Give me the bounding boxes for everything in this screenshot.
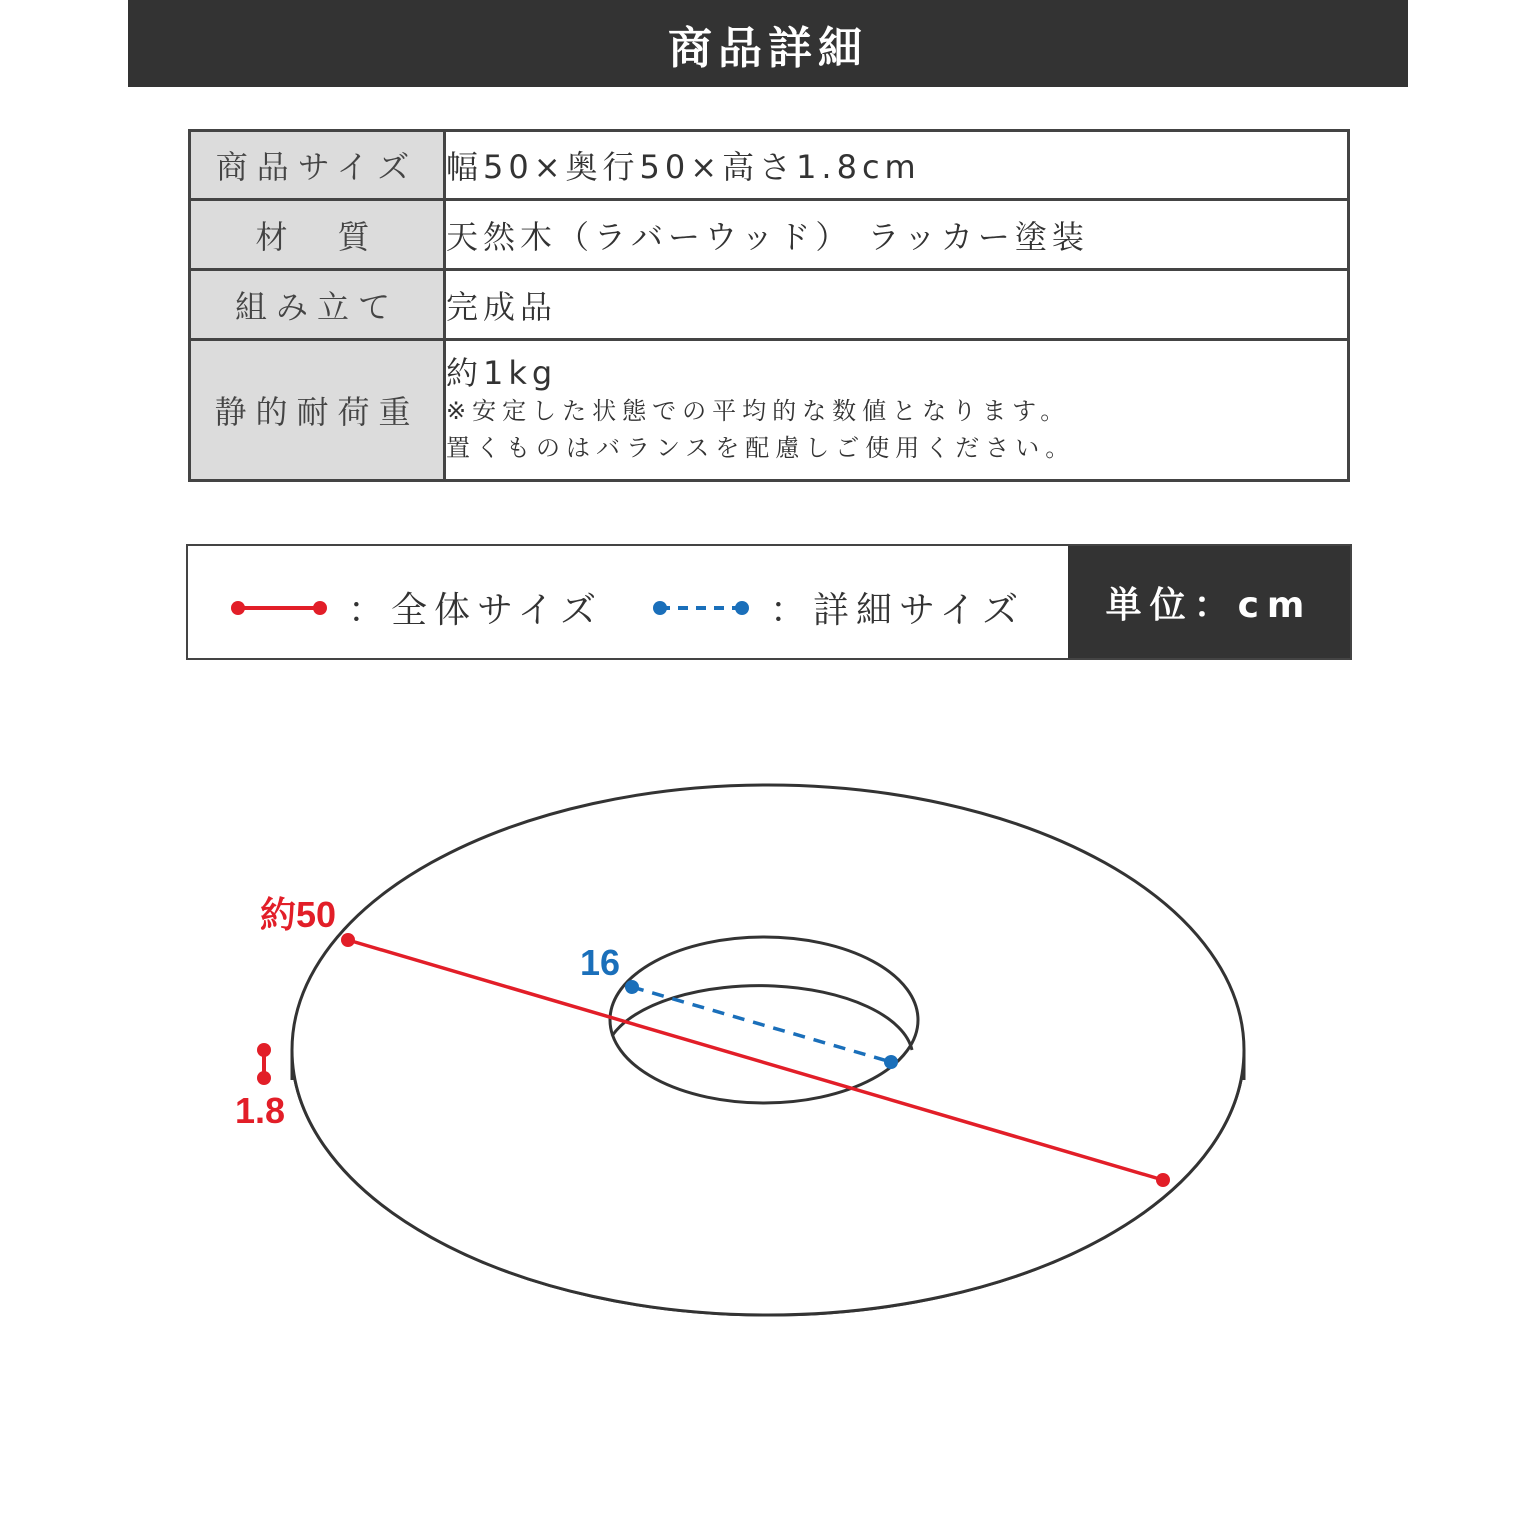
detail-size-line-icon — [652, 598, 752, 618]
page-title: 商品詳細 — [668, 22, 868, 74]
thickness-label: 1.8 — [235, 1090, 286, 1131]
legend-detail-label: ：詳細サイズ — [770, 590, 1026, 631]
center-hole — [610, 937, 918, 1103]
spec-value-material: 天然木（ラバーウッド） ラッカー塗装 — [445, 200, 1349, 270]
hole-label: 16 — [580, 942, 621, 983]
thickness-dimension-end — [257, 1071, 271, 1085]
dimension-legend — [186, 544, 1352, 660]
thickness-dimension-start — [257, 1043, 271, 1057]
spec-label-size: 商品サイズ — [190, 131, 445, 200]
table-row — [190, 340, 1349, 481]
overall-dimension-end — [1156, 1173, 1170, 1187]
hole-dimension-end — [884, 1055, 898, 1069]
spec-value-size: 幅50×奥行50×高さ1.8cm — [445, 131, 1349, 200]
diameter-label: 約50 — [260, 894, 337, 935]
unit-label: 単位：cm — [1105, 584, 1313, 626]
legend-items — [188, 546, 1068, 658]
load-note-2: 置くものはバランスを配慮しご使用ください。 — [446, 434, 1076, 462]
load-note-1: ※安定した状態での平均的な数値となります。 — [446, 397, 1071, 425]
legend-overall-label: ：全体サイズ — [348, 590, 604, 631]
page-title-bar — [128, 0, 1408, 87]
legend-detail — [652, 582, 1025, 633]
table-row — [190, 131, 1349, 200]
hole-dimension-start — [625, 980, 639, 994]
table-row — [190, 200, 1349, 270]
spec-label-material: 材 質 — [190, 200, 445, 270]
spec-value-load-cell — [445, 340, 1349, 481]
legend-overall — [230, 582, 603, 633]
spec-value-load: 約1kg — [446, 354, 558, 392]
spec-table — [188, 129, 1350, 482]
spec-value-assembly: 完成品 — [445, 270, 1349, 340]
overall-size-line-icon — [230, 598, 330, 618]
spec-label-load: 静的耐荷重 — [190, 340, 445, 481]
unit-badge — [1068, 546, 1350, 658]
overall-dimension-start — [341, 933, 355, 947]
product-diagram — [0, 700, 1536, 1400]
table-row — [190, 270, 1349, 340]
spec-label-assembly: 組み立て — [190, 270, 445, 340]
